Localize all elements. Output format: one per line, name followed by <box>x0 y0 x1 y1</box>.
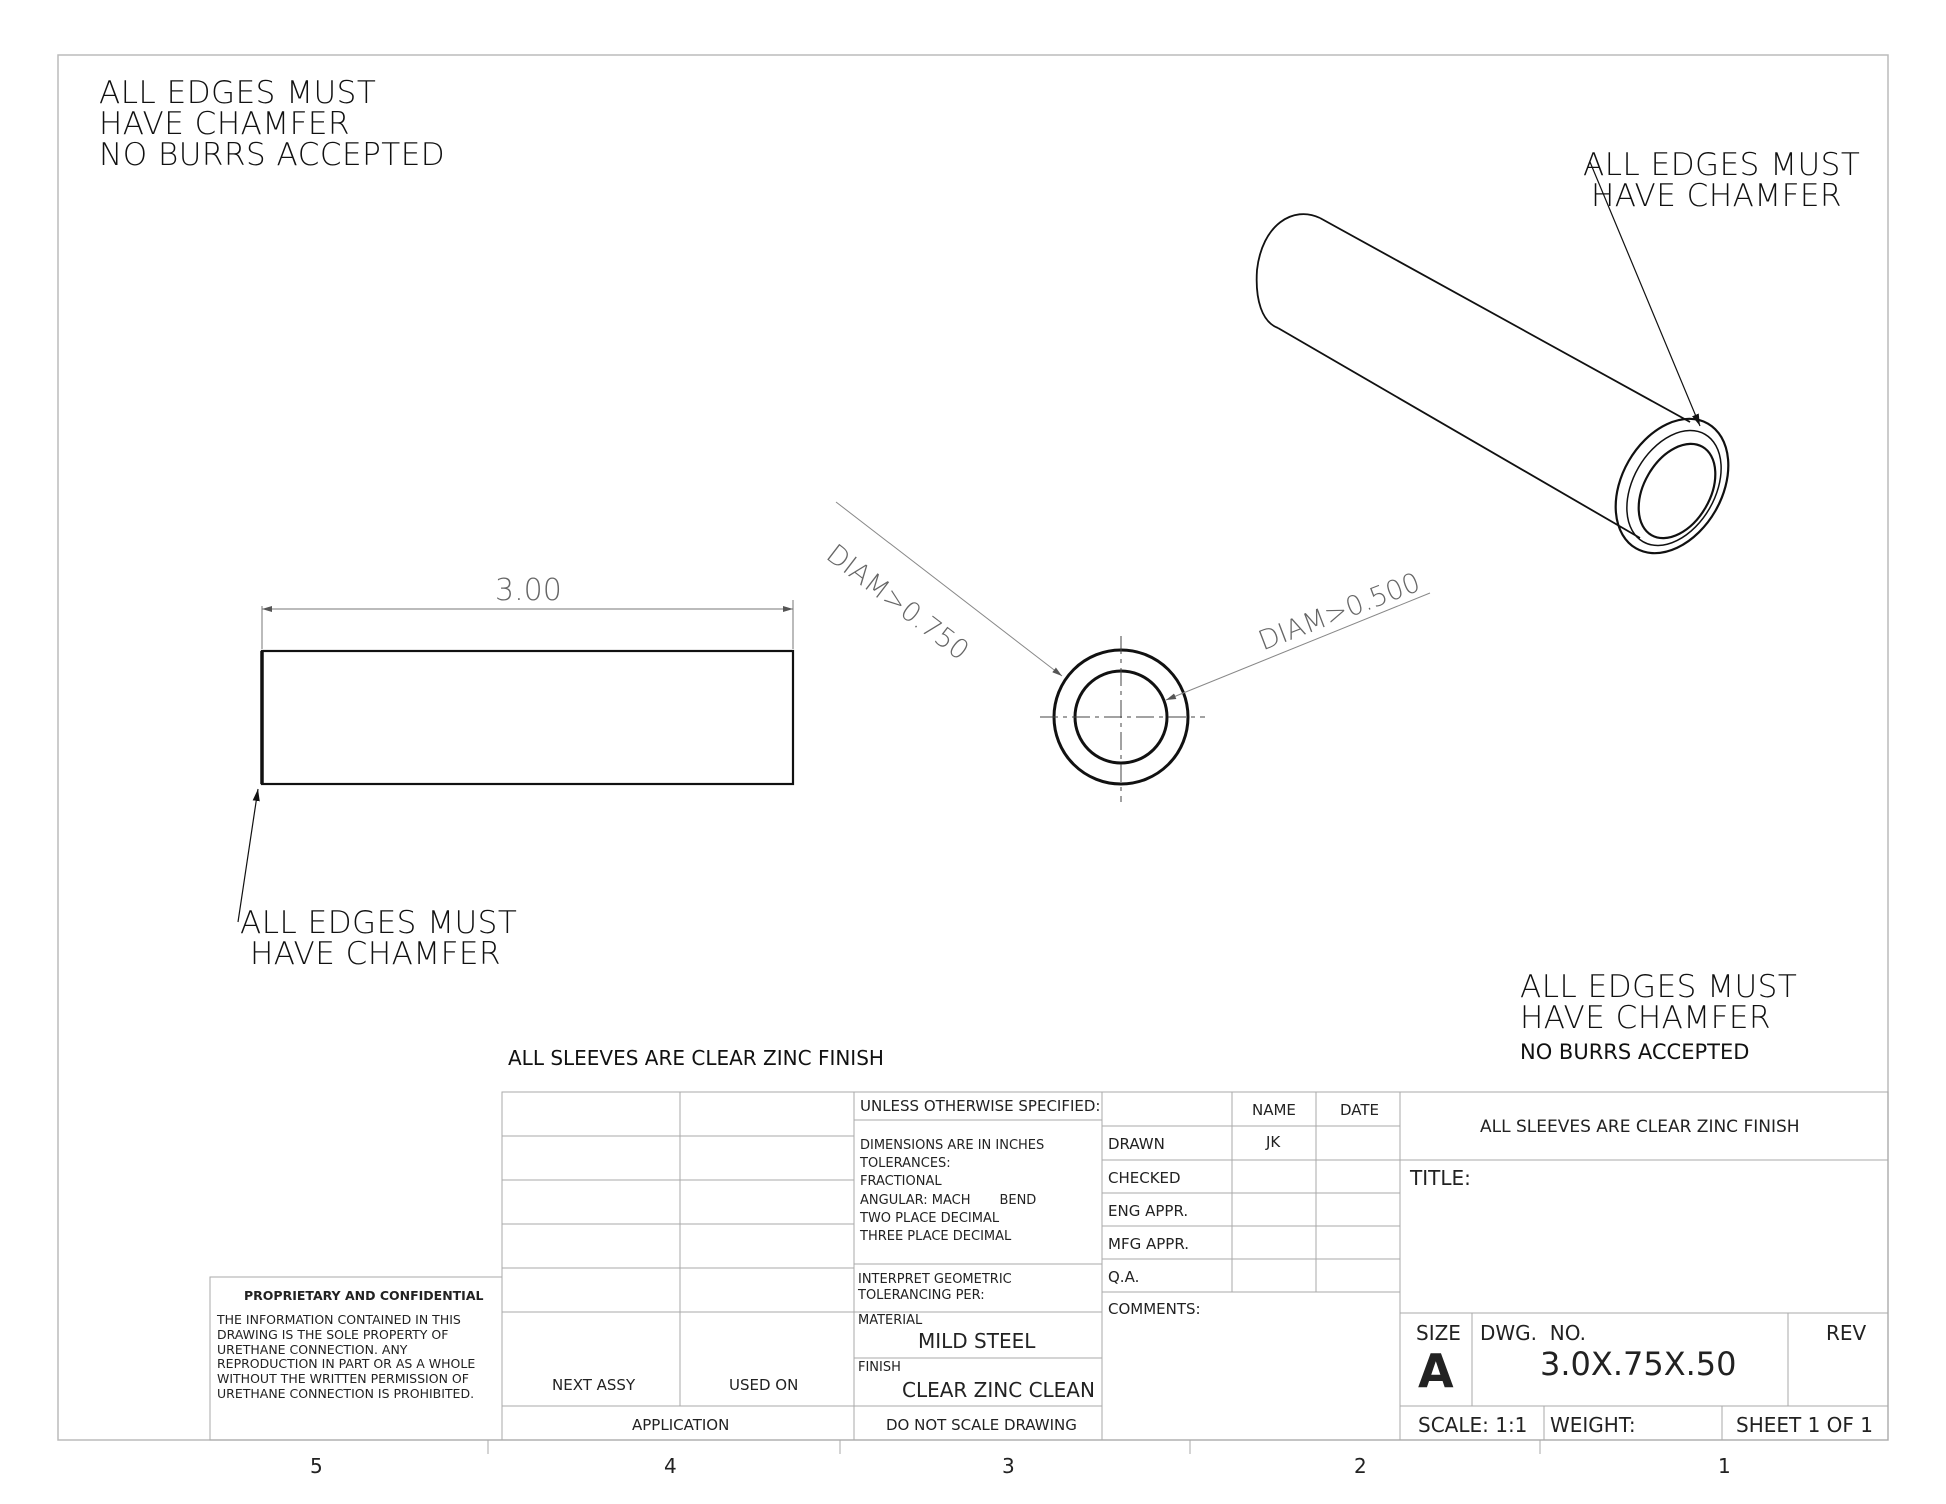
qa-label: Q.A. <box>1108 1268 1140 1286</box>
drawn-label: DRAWN <box>1108 1135 1165 1153</box>
company-note: ALL SLEEVES ARE CLEAR ZINC FINISH <box>1480 1117 1800 1137</box>
size-value: A <box>1418 1344 1454 1398</box>
material-label: MATERIAL <box>858 1313 923 1328</box>
note-line: ALL EDGES MUST <box>240 905 518 941</box>
zone-label: 3 <box>1002 1454 1015 1478</box>
sheet-label: SHEET 1 OF 1 <box>1736 1413 1873 1437</box>
note-top-right <box>1583 147 1861 214</box>
tolerance-line: FRACTIONAL <box>860 1174 942 1190</box>
title-label: TITLE: <box>1410 1166 1471 1190</box>
note-line: HAVE CHAMFER <box>1520 1000 1772 1036</box>
note-line: ALL EDGES MUST <box>99 75 377 111</box>
note-line: ALL EDGES MUST <box>1583 147 1861 183</box>
size-label: SIZE <box>1416 1321 1461 1345</box>
outer-diameter-text: DIAM>0.750 <box>820 538 975 667</box>
tolerance-line: TWO PLACE DECIMAL <box>860 1210 1000 1226</box>
tolerance-line: THREE PLACE DECIMAL <box>860 1228 1012 1244</box>
zone-label: 1 <box>1718 1454 1731 1478</box>
note-line: NO BURRS ACCEPTED <box>99 137 446 173</box>
do-not-scale-label: DO NOT SCALE DRAWING <box>886 1416 1077 1434</box>
note-line: HAVE CHAMFER <box>250 936 502 972</box>
proprietary-text: THE INFORMATION CONTAINED IN THIS DRAWING IS THE SOLE PROPERTY OF URETHANE CONNECTION. ANY REPRODUCTION IN PART OR AS A WHOLE WITHOUT THE WRITTEN PERMISSION OF URETHANE CONNECTION IS PROHIBITED. <box>217 1312 476 1401</box>
finish-label: FINISH <box>858 1360 901 1375</box>
dwg-no-label: DWG. NO. <box>1480 1321 1586 1345</box>
interpret-block <box>858 1272 1012 1305</box>
note-lower-right <box>1520 969 1798 1064</box>
proprietary-title: PROPRIETARY AND CONFIDENTIAL <box>244 1288 484 1303</box>
unless-specified-label: UNLESS OTHERWISE SPECIFIED: <box>860 1097 1101 1115</box>
side-view <box>262 651 793 784</box>
dwg-no-value: 3.0X.75X.50 <box>1540 1345 1737 1383</box>
application-label: APPLICATION <box>632 1416 730 1434</box>
note-top-left <box>99 75 446 173</box>
scale-label: SCALE: 1:1 <box>1418 1413 1528 1437</box>
tolerance-line: TOLERANCES: <box>860 1156 951 1172</box>
note-line: NO BURRS ACCEPTED <box>1520 1040 1750 1064</box>
tolerance-line: ANGULAR: MACH BEND <box>860 1192 1037 1208</box>
tolerances-block <box>860 1137 1044 1246</box>
length-dimension-text: 3.00 <box>495 573 562 608</box>
interpret-line: INTERPRET GEOMETRIC <box>858 1272 1012 1287</box>
drawn-name: JK <box>1266 1133 1281 1151</box>
note-line: ALL EDGES MUST <box>1520 969 1798 1005</box>
finish-value: CLEAR ZINC CLEAN <box>902 1378 1095 1402</box>
name-header: NAME <box>1252 1101 1296 1119</box>
date-header: DATE <box>1340 1101 1380 1119</box>
weight-label: WEIGHT: <box>1550 1413 1636 1437</box>
eng-appr-label: ENG APPR. <box>1108 1202 1189 1220</box>
note-line: HAVE CHAMFER <box>99 106 351 142</box>
comments-label: COMMENTS: <box>1108 1300 1201 1318</box>
note-side-view <box>240 905 518 972</box>
next-assy-label: NEXT ASSY <box>552 1376 636 1394</box>
side-view-leader <box>238 789 258 922</box>
tolerance-line: DIMENSIONS ARE IN INCHES <box>860 1138 1045 1153</box>
used-on-label: USED ON <box>729 1376 799 1394</box>
zone-label: 2 <box>1354 1454 1367 1478</box>
note-line: HAVE CHAMFER <box>1591 178 1843 214</box>
inner-diameter-text: DIAM>0.500 <box>1254 567 1425 658</box>
isometric-tube <box>1257 214 1752 573</box>
interpret-line: TOLERANCING PER: <box>858 1288 985 1304</box>
finish-note: ALL SLEEVES ARE CLEAR ZINC FINISH <box>508 1046 884 1070</box>
zone-label: 4 <box>664 1454 677 1478</box>
checked-label: CHECKED <box>1108 1169 1181 1187</box>
zone-label: 5 <box>310 1454 323 1478</box>
rev-label: REV <box>1826 1321 1867 1345</box>
mfg-appr-label: MFG APPR. <box>1108 1235 1189 1253</box>
end-view <box>1040 636 1205 802</box>
material-value: MILD STEEL <box>918 1329 1036 1353</box>
